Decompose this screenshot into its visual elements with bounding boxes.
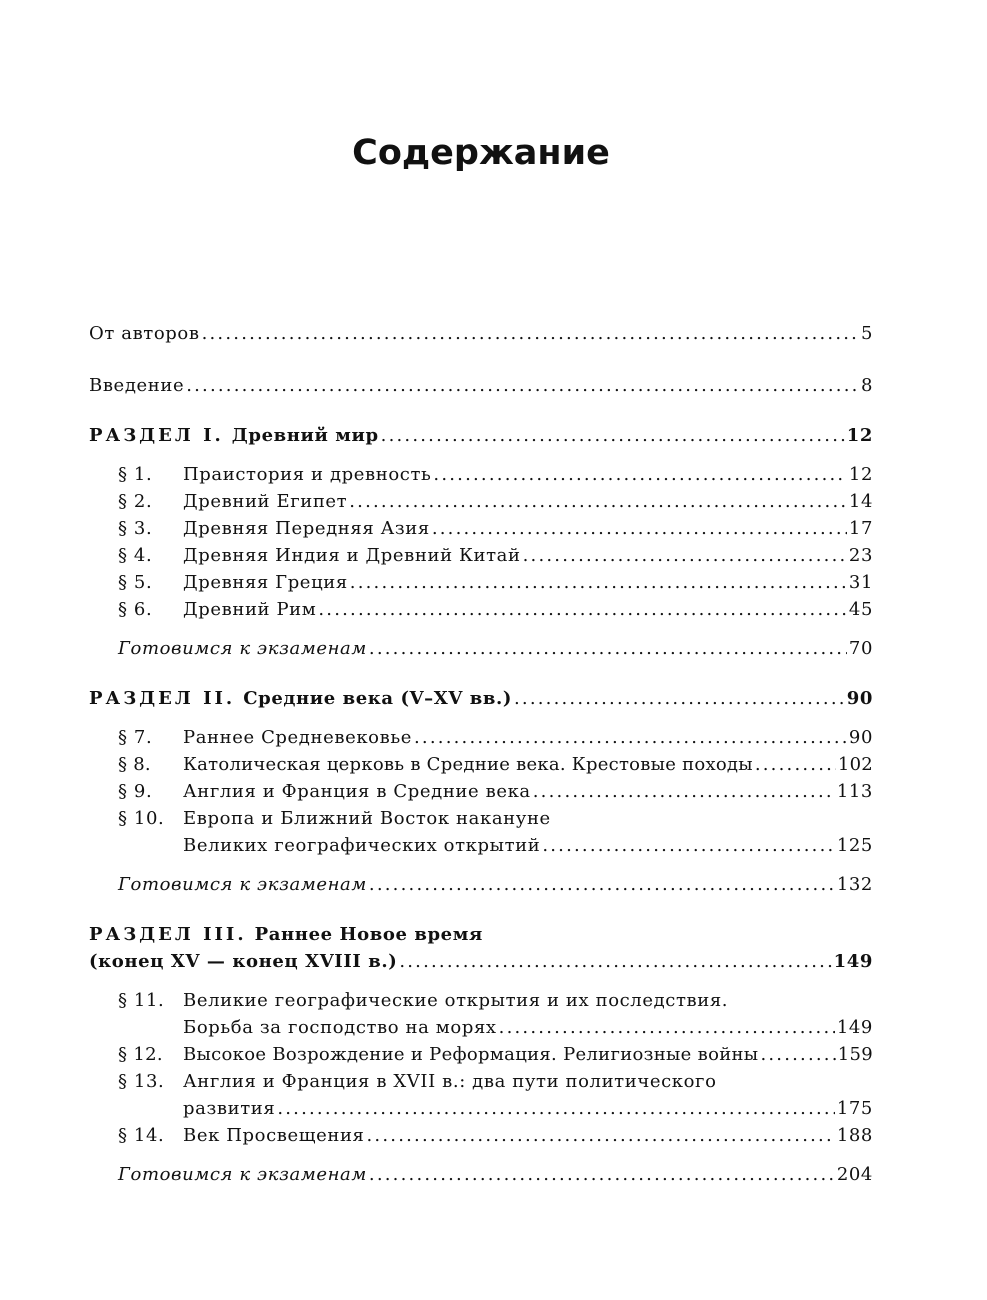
toc-item[interactable] xyxy=(118,780,873,804)
toc-page: 149 xyxy=(833,951,873,972)
toc-leader-dots xyxy=(277,1097,835,1121)
toc-item[interactable] xyxy=(118,726,873,750)
section-title: Раннее Новое время xyxy=(254,924,483,945)
toc-section-3[interactable] xyxy=(89,923,873,947)
toc-leader-dots xyxy=(523,544,847,568)
toc-label: От авторов xyxy=(89,323,200,344)
toc-label: Готовимся к экзаменам xyxy=(118,874,367,895)
toc-entry-authors[interactable] xyxy=(89,322,873,346)
item-number: § 3. xyxy=(118,518,153,539)
toc-label: Древняя Передняя Азия xyxy=(183,518,430,539)
toc-leader-dots xyxy=(350,571,847,595)
toc-page: 8 xyxy=(860,375,873,396)
section-number: РАЗДЕЛ I. xyxy=(89,425,224,446)
toc-section-3-continuation[interactable] xyxy=(89,950,873,974)
toc-page: 90 xyxy=(846,688,873,709)
item-number: § 2. xyxy=(118,491,153,512)
toc-leader-dots xyxy=(367,1124,835,1148)
item-number: § 5. xyxy=(118,572,153,593)
toc-label-cont: Борьба за господство на морях xyxy=(183,1017,497,1038)
toc-leader-dots xyxy=(186,374,859,398)
toc-leader-dots xyxy=(514,687,845,711)
toc-label: Древняя Индия и Древний Китай xyxy=(183,545,521,566)
section-title-cont: (конец XV — конец XVIII в.) xyxy=(89,951,398,972)
toc-label-cont: развития xyxy=(183,1098,276,1119)
toc-label: Введение xyxy=(89,375,185,396)
toc-item[interactable] xyxy=(118,490,873,514)
item-number: § 8. xyxy=(118,754,151,775)
toc-exam[interactable] xyxy=(118,873,873,897)
toc-leader-dots xyxy=(369,637,847,661)
section-title: Древний мир xyxy=(231,425,379,446)
toc-page: 17 xyxy=(848,518,873,539)
toc-page: 12 xyxy=(846,425,873,446)
toc-page: 149 xyxy=(836,1017,873,1038)
toc-leader-dots xyxy=(499,1016,835,1040)
toc-item[interactable] xyxy=(118,571,873,595)
section-number: РАЗДЕЛ III. xyxy=(89,924,247,945)
toc-label: Древний Египет xyxy=(183,491,348,512)
toc-page: 159 xyxy=(837,1044,873,1065)
toc-item[interactable] xyxy=(118,517,873,541)
toc-page: 90 xyxy=(848,727,873,748)
item-number: § 12. xyxy=(118,1044,163,1065)
toc-page: 125 xyxy=(836,835,873,856)
item-number: § 7. xyxy=(118,727,153,748)
toc-page: 5 xyxy=(860,323,873,344)
toc-label: Европа и Ближний Восток накануне xyxy=(183,808,551,829)
section-title: Средние века (V–XV вв.) xyxy=(243,688,512,709)
toc-leader-dots xyxy=(414,726,847,750)
toc-label: Готовимся к экзаменам xyxy=(118,638,367,659)
toc-item[interactable] xyxy=(118,807,873,831)
toc-page: 204 xyxy=(836,1164,873,1185)
toc-page: 12 xyxy=(848,464,873,485)
toc-exam[interactable] xyxy=(118,637,873,661)
toc-label: Праистория и древность xyxy=(183,464,432,485)
toc-page: 45 xyxy=(848,599,873,620)
toc-item[interactable] xyxy=(118,1070,873,1094)
toc-entry-intro[interactable] xyxy=(89,374,873,398)
item-number: § 6. xyxy=(118,599,153,620)
toc-leader-dots xyxy=(349,490,847,514)
item-number: § 11. xyxy=(118,990,165,1011)
toc-leader-dots xyxy=(533,780,835,804)
item-number: § 4. xyxy=(118,545,153,566)
toc-leader-dots xyxy=(318,598,847,622)
toc-leader-dots xyxy=(432,517,847,541)
toc-label: Англия и Франция в XVII в.: два пути политического xyxy=(183,1071,717,1092)
toc-item[interactable] xyxy=(118,544,873,568)
toc-leader-dots xyxy=(433,463,846,487)
toc-page: 70 xyxy=(848,638,873,659)
toc-page: 132 xyxy=(836,874,873,895)
section-number: РАЗДЕЛ II. xyxy=(89,688,236,709)
toc-page: 113 xyxy=(836,781,873,802)
toc-leader-dots xyxy=(755,753,836,777)
toc-leader-dots xyxy=(542,834,835,858)
toc-label: Католическая церковь в Средние века. Крестовые походы xyxy=(183,754,753,775)
toc-label: Древний Рим xyxy=(183,599,317,620)
item-number: § 10. xyxy=(118,808,165,829)
toc-page: 188 xyxy=(836,1125,873,1146)
toc-section-2[interactable] xyxy=(89,687,873,711)
page-title: Содержание xyxy=(352,133,610,173)
toc-item[interactable] xyxy=(118,598,873,622)
toc-item[interactable] xyxy=(118,463,873,487)
toc-page: 14 xyxy=(848,491,873,512)
toc-label: Англия и Франция в Средние века xyxy=(183,781,531,802)
toc-leader-dots xyxy=(760,1043,835,1067)
item-number: § 13. xyxy=(118,1071,165,1092)
toc-leader-dots xyxy=(369,1163,835,1187)
toc-page: 102 xyxy=(837,754,873,775)
toc-page: 31 xyxy=(848,572,873,593)
toc-page: 23 xyxy=(848,545,873,566)
toc-item-continuation[interactable] xyxy=(183,1097,873,1121)
toc-leader-dots xyxy=(399,950,831,974)
toc-item[interactable] xyxy=(118,1043,873,1067)
item-number: § 1. xyxy=(118,464,153,485)
toc-label: Древняя Греция xyxy=(183,572,348,593)
toc-item[interactable] xyxy=(118,989,873,1013)
toc-label: Великие географические открытия и их последствия. xyxy=(183,990,729,1011)
toc-leader-dots xyxy=(369,873,835,897)
toc-label: Готовимся к экзаменам xyxy=(118,1164,367,1185)
toc-label: Высокое Возрождение и Реформация. Религиозные войны xyxy=(183,1044,759,1065)
toc-item[interactable] xyxy=(118,753,873,777)
toc-item-continuation[interactable] xyxy=(183,1016,873,1040)
toc-label-cont: Великих географических открытий xyxy=(183,835,541,856)
toc-leader-dots xyxy=(381,424,845,448)
toc-section-1[interactable] xyxy=(89,424,873,448)
item-number: § 14. xyxy=(118,1125,165,1146)
toc-label: Раннее Средневековье xyxy=(183,727,413,748)
toc-label: Век Просвещения xyxy=(183,1125,365,1146)
toc-page: 175 xyxy=(836,1098,873,1119)
toc-exam[interactable] xyxy=(118,1163,873,1187)
toc-leader-dots xyxy=(202,322,859,346)
item-number: § 9. xyxy=(118,781,153,802)
toc-item-continuation[interactable] xyxy=(183,834,873,858)
toc-item[interactable] xyxy=(118,1124,873,1148)
